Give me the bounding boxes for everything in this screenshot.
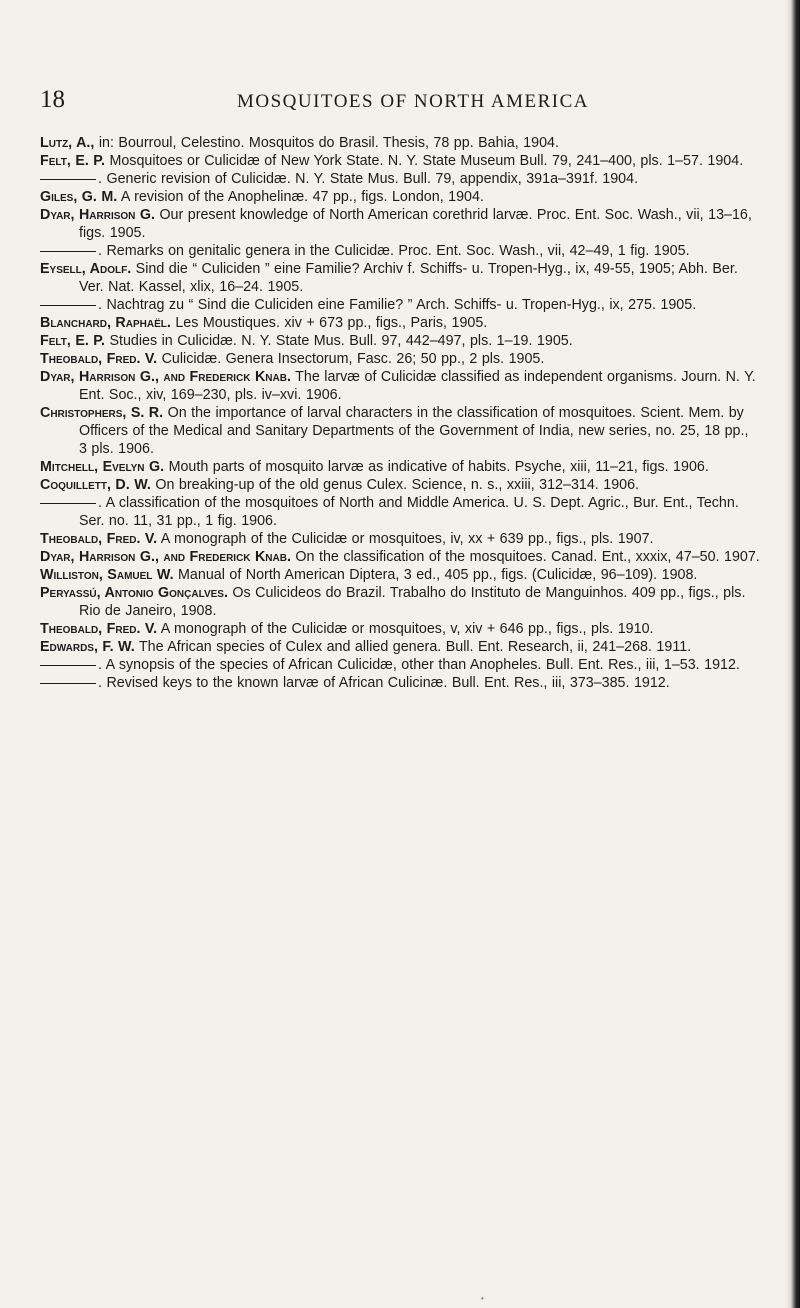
ditto-dash — [40, 179, 96, 180]
bibliography-entry — [40, 242, 760, 260]
entry-citation: . Generic revision of Culicidæ. N. Y. State Mus. Bull. 79, appendix, 391a–391f. 1904. — [98, 171, 639, 187]
bibliography-entry — [40, 170, 760, 188]
entry-author: Williston, Samuel W. — [40, 567, 174, 583]
bibliography-entry — [40, 188, 760, 206]
entry-author: Christophers, S. R. — [40, 405, 164, 421]
entry-citation: Sind die “ Culiciden ” eine Familie? Archiv f. Schiffs- u. Tropen-Hyg., ix, 49-55, 1905; Abh. Ber. Ver. Nat. Kassel, xlix, 16–24. 1905. — [79, 261, 738, 295]
entry-citation: On breaking-up of the old genus Culex. Science, n. s., xxiii, 312–314. 1906. — [150, 477, 640, 493]
entry-citation: Mosquitoes or Culicidæ of New York State. N. Y. State Museum Bull. 79, 241–400, pls. 1–57. 1904. — [104, 153, 744, 169]
bibliography-entry — [40, 656, 760, 674]
entry-author: Coquillett, D. W. — [40, 477, 151, 493]
entry-author: Peryassú, Antonio Gonçalves. — [40, 585, 228, 601]
entry-author: Theobald, Fred. V. — [40, 621, 158, 637]
entry-citation: Les Moustiques. xiv + 673 pp., figs., Paris, 1905. — [170, 315, 488, 331]
entry-author: Dyar, Harrison G., and Frederick Knab. — [40, 549, 291, 565]
ditto-dash — [40, 683, 96, 684]
running-head: MOSQUITOES OF NORTH AMERICA — [236, 91, 589, 112]
bibliography-entry — [40, 674, 760, 692]
page-number: 18 — [40, 86, 65, 113]
bibliography-entry — [40, 494, 760, 530]
entry-author: Dyar, Harrison G., and Frederick Knab. — [40, 369, 291, 385]
bibliography-entry — [40, 260, 760, 296]
bibliography-entry — [40, 584, 760, 620]
bibliography-entry — [40, 350, 760, 368]
entry-citation: A monograph of the Culicidæ or mosquitoes, iv, xx + 639 pp., figs., pls. 1907. — [157, 531, 654, 547]
entry-citation: Our present knowledge of North American corethrid larvæ. Proc. Ent. Soc. Wash., vii, 13–16, figs. 1905. — [79, 207, 752, 241]
entry-citation: Studies in Culicidæ. N. Y. State Mus. Bull. 97, 442–497, pls. 1–19. 1905. — [104, 333, 573, 349]
page-header — [40, 86, 760, 118]
bibliography-entry — [40, 314, 760, 332]
entry-author: Blanchard, Raphaël. — [40, 315, 171, 331]
bibliography-entry — [40, 566, 760, 584]
entry-citation: . A classification of the mosquitoes of North and Middle America. U. S. Dept. Agric., Bur. Ent., Techn. Ser. no. 11, 31 pp., 1 fig. 1906. — [79, 495, 739, 529]
entry-citation: Manual of North American Diptera, 3 ed., 405 pp., figs. (Culicidæ, 96–109). 1908. — [173, 567, 698, 583]
entry-author: Eysell, Adolf. — [40, 261, 132, 277]
entry-citation: Mouth parts of mosquito larvæ as indicative of habits. Psyche, xiii, 11–21, figs. 1906. — [164, 459, 709, 475]
entry-citation: The larvæ of Culicidæ classified as independent organisms. Journ. N. Y. Ent. Soc., xiv, 169–230, pls. iv–xvi. 1906. — [79, 369, 756, 403]
bibliography-list — [40, 134, 760, 692]
entry-citation: A revision of the Anophelinæ. 47 pp., figs. London, 1904. — [117, 189, 484, 205]
entry-citation: On the classification of the mosquitoes. Canad. Ent., xxxix, 47–50. 1907. — [290, 549, 760, 565]
entry-citation: . Nachtrag zu “ Sind die Culiciden eine Familie? ” Arch. Schiffs- u. Tropen-Hyg., ix, 275. 1905. — [98, 297, 697, 313]
speck-mark: • — [481, 1294, 484, 1303]
entry-citation: Os Culicideos do Brazil. Trabalho do Instituto de Manguinhos. 409 pp., figs., pls. Rio de Janeiro, 1908. — [79, 585, 746, 619]
entry-author: Edwards, F. W. — [40, 639, 135, 655]
entry-author: Theobald, Fred. V. — [40, 351, 158, 367]
entry-author: Felt, E. P. — [40, 333, 105, 349]
bibliography-entry — [40, 152, 760, 170]
bibliography-entry — [40, 620, 760, 638]
entry-citation: . Revised keys to the known larvæ of African Culicinæ. Bull. Ent. Res., iii, 373–385. 1912. — [98, 675, 670, 691]
entry-citation: Culicidæ. Genera Insectorum, Fasc. 26; 50 pp., 2 pls. 1905. — [157, 351, 545, 367]
entry-author: Lutz, A., — [40, 135, 95, 151]
ditto-dash — [40, 305, 96, 306]
entry-author: Dyar, Harrison G. — [40, 207, 155, 223]
bibliography-entry — [40, 548, 760, 566]
entry-author: Felt, E. P. — [40, 153, 105, 169]
bibliography-entry — [40, 368, 760, 404]
bibliography-entry — [40, 206, 760, 242]
entry-author: Theobald, Fred. V. — [40, 531, 158, 547]
entry-author: Mitchell, Evelyn G. — [40, 459, 165, 475]
entry-citation: in: Bourroul, Celestino. Mosquitos do Brasil. Thesis, 78 pp. Bahia, 1904. — [94, 135, 559, 151]
entry-author: Giles, G. M. — [40, 189, 118, 205]
entry-citation: The African species of Culex and allied genera. Bull. Ent. Research, ii, 241–268. 1911. — [134, 639, 692, 655]
entry-citation: . A synopsis of the species of African Culicidæ, other than Anopheles. Bull. Ent. Res., iii, 1–53. 1912. — [98, 657, 740, 673]
bibliography-entry — [40, 458, 760, 476]
entry-citation: On the importance of larval characters in the classification of mosquitoes. Scient. Mem. by Officers of the Medical and Sanitary Departments of the Government of India, new series, no. 25, 18 pp., 3 pls. 1906. — [79, 405, 749, 457]
bibliography-entry — [40, 476, 760, 494]
bibliography-entry — [40, 530, 760, 548]
entry-citation: . Remarks on genitalic genera in the Culicidæ. Proc. Ent. Soc. Wash., vii, 42–49, 1 fig. 1905. — [98, 243, 690, 259]
bibliography-entry — [40, 332, 760, 350]
ditto-dash — [40, 665, 96, 666]
bibliography-entry — [40, 638, 760, 656]
bibliography-entry — [40, 296, 760, 314]
bibliography-entry — [40, 134, 760, 152]
ditto-dash — [40, 503, 96, 504]
page-edge-shadow — [786, 0, 800, 1308]
bibliography-entry — [40, 404, 760, 458]
ditto-dash — [40, 251, 96, 252]
entry-citation: A monograph of the Culicidæ or mosquitoes, v, xiv + 646 pp., figs., pls. 1910. — [157, 621, 654, 637]
